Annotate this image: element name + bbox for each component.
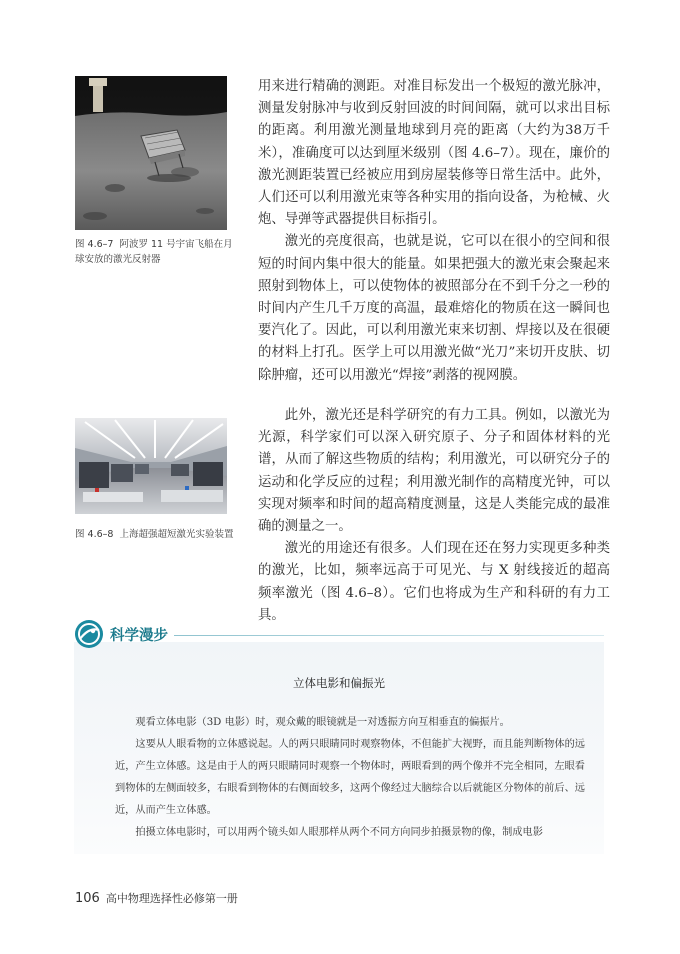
figure-caption-text: 上海超强超短激光实验装置 bbox=[119, 529, 234, 540]
header-divider bbox=[174, 635, 604, 636]
paragraph: 激光的亮度很高，也就是说，它可以在很小的空间和很短的时间内集中很大的能量。如果把强大的激光束会聚起来照射到物体上，可以使物体的被照部分在不到千分之一秒的时间内产生几千万度的高温，最难熔化的物质在这一瞬间也要汽化了。因此，可以利用激光束来切割、焊接以及在很硬的材料上打孔。医学上可以用激光做“光刀”来切开皮肤、切除肿瘤，还可以用激光“焊接”剥落的视网膜。 bbox=[258, 234, 610, 383]
science-box-header bbox=[74, 617, 604, 653]
figure-number: 图 4.6–8 bbox=[75, 529, 114, 540]
body-text-block-2 bbox=[258, 405, 610, 627]
lunar-reflector-photo bbox=[75, 76, 227, 230]
paragraph: 用来进行精确的测距。对准目标发出一个极短的激光脉冲，测量发射脉冲与收到反射回波的时间间隔，就可以求出目标的距离。利用激光测量地球到月亮的距离（大约为38万千米），准确度可以达到厘米级别（图 4.6–7）。现在，廉价的激光测距装置已经被应用到房屋装修等日常生活中。此外，人们还可以利用激光束等各种实用的指向设备，为枪械、火炮、导弹等武器提供目标指引。 bbox=[258, 79, 610, 228]
paragraph: 此外，激光还是科学研究的有力工具。例如，以激光为光源，科学家们可以深入研究原子、分子和固体材料的光谱，从而了解这些物质的结构；利用激光，可以研究分子的运动和化学反应的过程；利用激光制作的高精度光钟，可以实现对频率和时间的超高精度测量，这是人类能完成的最准确的测量之一。 bbox=[258, 408, 610, 535]
paragraph: 观看立体电影（3D 电影）时，观众戴的眼镜就是一对透振方向互相垂直的偏振片。 bbox=[135, 717, 510, 728]
science-box-label: 科学漫步 bbox=[110, 628, 168, 644]
paragraph: 激光的用途还有很多。人们现在还在努力实现更多种类的激光，比如，频率远高于可见光、与 X 射线接近的超高频率激光（图 4.6–8）。它们也将成为生产和科研的有力工具。 bbox=[258, 541, 610, 623]
science-box bbox=[74, 642, 604, 854]
figure-caption-text: 阿波罗 11 号宇宙飞船在月球安放的激光反射器 bbox=[75, 239, 233, 265]
paragraph: 这要从人眼看物的立体感说起。人的两只眼睛同时观察物体，不但能扩大视野，而且能判断物体的远近，产生立体感。这是由于人的两只眼睛同时观察一个物体时，两眼看到的两个像并不完全相同，左眼看到物体的左侧面较多，右眼看到物体的右侧面较多，这两个像经过大脑综合以后就能区分物体的前后、远近，从而产生立体感。 bbox=[115, 739, 585, 816]
science-walk-icon bbox=[74, 619, 104, 649]
body-text-block-1 bbox=[258, 76, 610, 387]
figure-caption-1 bbox=[75, 237, 235, 267]
page-footer bbox=[75, 890, 238, 906]
science-box-text bbox=[115, 712, 585, 844]
page-number: 106 bbox=[75, 891, 100, 906]
laser-lab-photo bbox=[75, 418, 227, 514]
figure-caption-2 bbox=[75, 527, 235, 542]
paragraph: 拍摄立体电影时，可以用两个镜头如人眼那样从两个不同方向同步拍摄景物的像，制成电影 bbox=[135, 827, 543, 838]
figure-number: 图 4.6–7 bbox=[75, 239, 114, 250]
book-title: 高中物理选择性必修第一册 bbox=[105, 892, 238, 905]
science-box-heading: 立体电影和偏振光 bbox=[293, 676, 385, 690]
